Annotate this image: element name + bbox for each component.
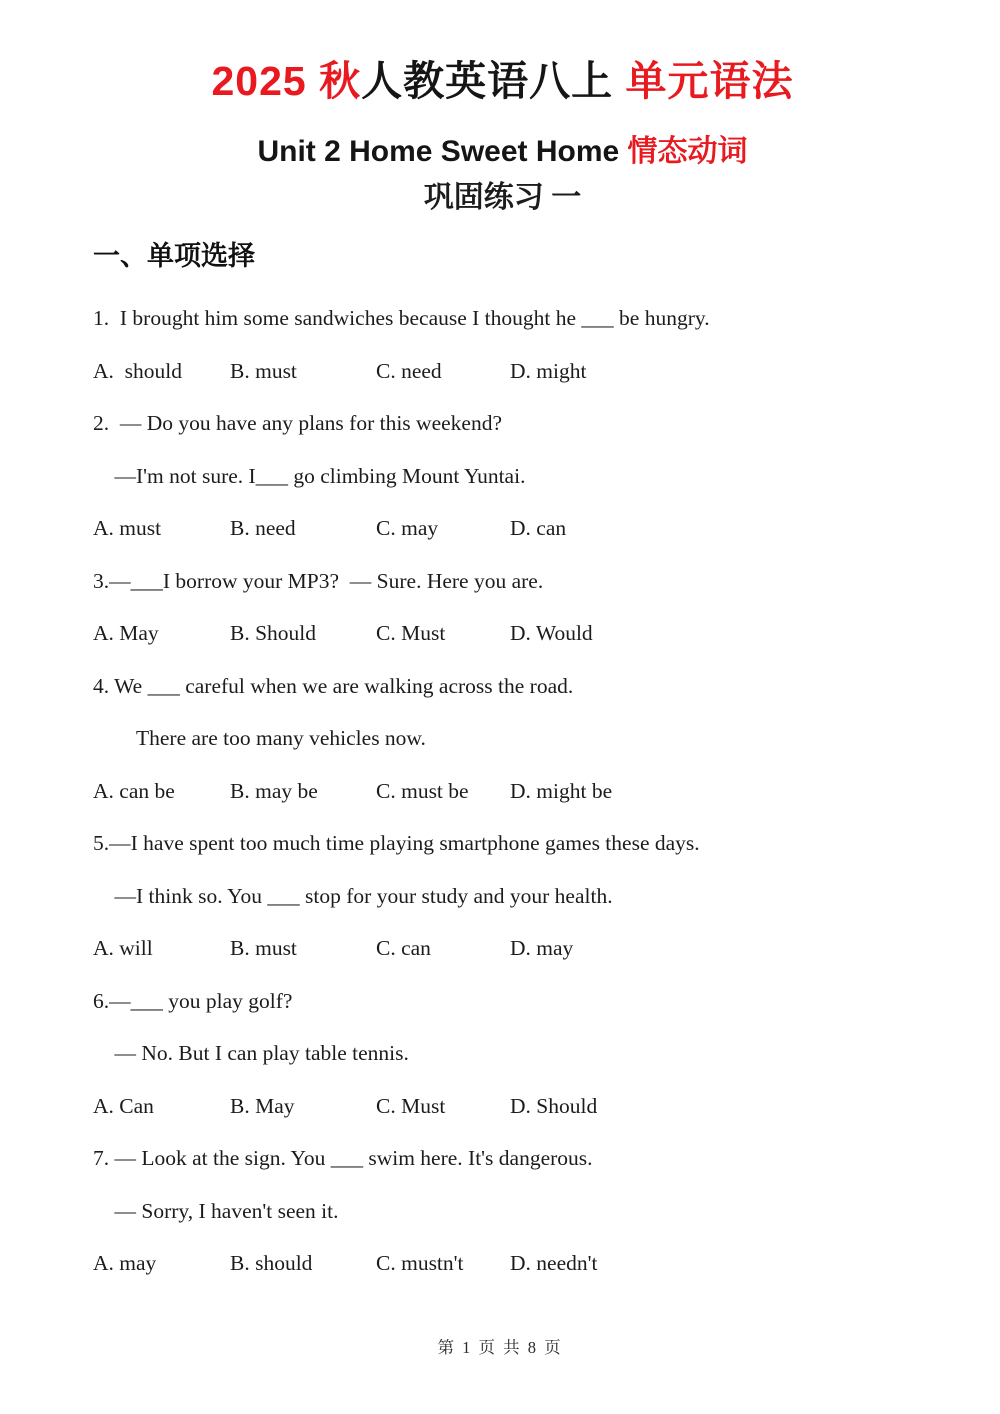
question-text-line: 1. I brought him some sandwiches because I thought he ___ be hungry.	[93, 306, 710, 330]
unit-subtitle-chinese: 情态动词	[619, 135, 748, 168]
option-a: A. May	[93, 621, 159, 645]
option-a: A. can be	[93, 778, 175, 803]
question-text-line: —I'm not sure. I___ go climbing Mount Yuntai.	[93, 463, 526, 488]
question-text-line: —I think so. You ___ stop for your study and your health.	[93, 883, 613, 908]
option-d: D. can	[510, 516, 567, 540]
options-row	[93, 922, 912, 975]
option-b: B. should	[230, 1251, 313, 1275]
options-row	[93, 765, 912, 818]
question-text-line: 6.—___ you play golf?	[93, 988, 293, 1013]
unit-subtitle	[93, 132, 912, 172]
option-d: D. might	[510, 358, 587, 383]
option-a: A. should	[93, 358, 182, 383]
options-row	[93, 502, 912, 555]
question-text-line: — No. But I can play table tennis.	[93, 1041, 409, 1065]
doc-title-course: 人教英语八上	[361, 58, 614, 104]
page-number-footer: 第 1 页 共 8 页	[437, 1338, 563, 1357]
option-b: B. must	[230, 358, 297, 383]
practice-title: 巩固练习 一	[423, 181, 582, 214]
doc-title-grammar: 单元语法	[613, 58, 794, 104]
doc-title-year: 2025 秋	[211, 58, 362, 104]
option-d: D. may	[510, 936, 574, 960]
option-c: C. must be	[376, 778, 469, 803]
option-c: C. may	[376, 516, 439, 540]
question-1	[93, 292, 912, 397]
option-c: C. need	[376, 358, 442, 383]
option-d: D. Would	[510, 621, 593, 645]
options-row	[93, 1080, 912, 1133]
options-row	[93, 1237, 912, 1290]
option-a: A. will	[93, 936, 153, 960]
option-a: A. Can	[93, 1093, 154, 1118]
options-row	[93, 607, 912, 660]
question-text-line: There are too many vehicles now.	[93, 726, 426, 750]
option-d: D. needn't	[510, 1251, 598, 1275]
question-text-line: 7. — Look at the sign. You ___ swim here. It's dangerous.	[93, 1146, 593, 1170]
options-row	[93, 345, 912, 398]
doc-title	[93, 56, 912, 106]
question-text-line: 4. We ___ careful when we are walking across the road.	[93, 673, 574, 698]
option-c: C. Must	[376, 621, 446, 645]
question-text-line: 5.—I have spent too much time playing smartphone games these days.	[93, 831, 700, 855]
question-4	[93, 660, 912, 818]
question-text-line: — Sorry, I haven't seen it.	[93, 1198, 339, 1223]
option-b: B. may be	[230, 778, 318, 803]
option-b: B. May	[230, 1093, 295, 1118]
question-7	[93, 1132, 912, 1290]
unit-subtitle-english: Unit 2 Home Sweet Home	[257, 135, 620, 168]
option-b: B. need	[230, 516, 296, 540]
option-d: D. Should	[510, 1093, 598, 1118]
section-heading: 一、单项选择	[93, 241, 255, 271]
option-c: C. mustn't	[376, 1251, 464, 1275]
question-3	[93, 555, 912, 660]
option-c: C. Must	[376, 1093, 446, 1118]
question-text-line: 2. — Do you have any plans for this weekend?	[93, 411, 502, 435]
questions-list	[93, 292, 912, 1290]
question-6	[93, 975, 912, 1133]
option-b: B. must	[230, 936, 297, 960]
option-d: D. might be	[510, 778, 613, 803]
option-c: C. can	[376, 936, 431, 960]
option-b: B. Should	[230, 621, 317, 645]
option-a: A. must	[93, 516, 162, 540]
question-2	[93, 397, 912, 555]
question-text-line: 3.—___I borrow your MP3? — Sure. Here you are.	[93, 568, 544, 593]
question-5	[93, 817, 912, 975]
option-a: A. may	[93, 1251, 157, 1275]
